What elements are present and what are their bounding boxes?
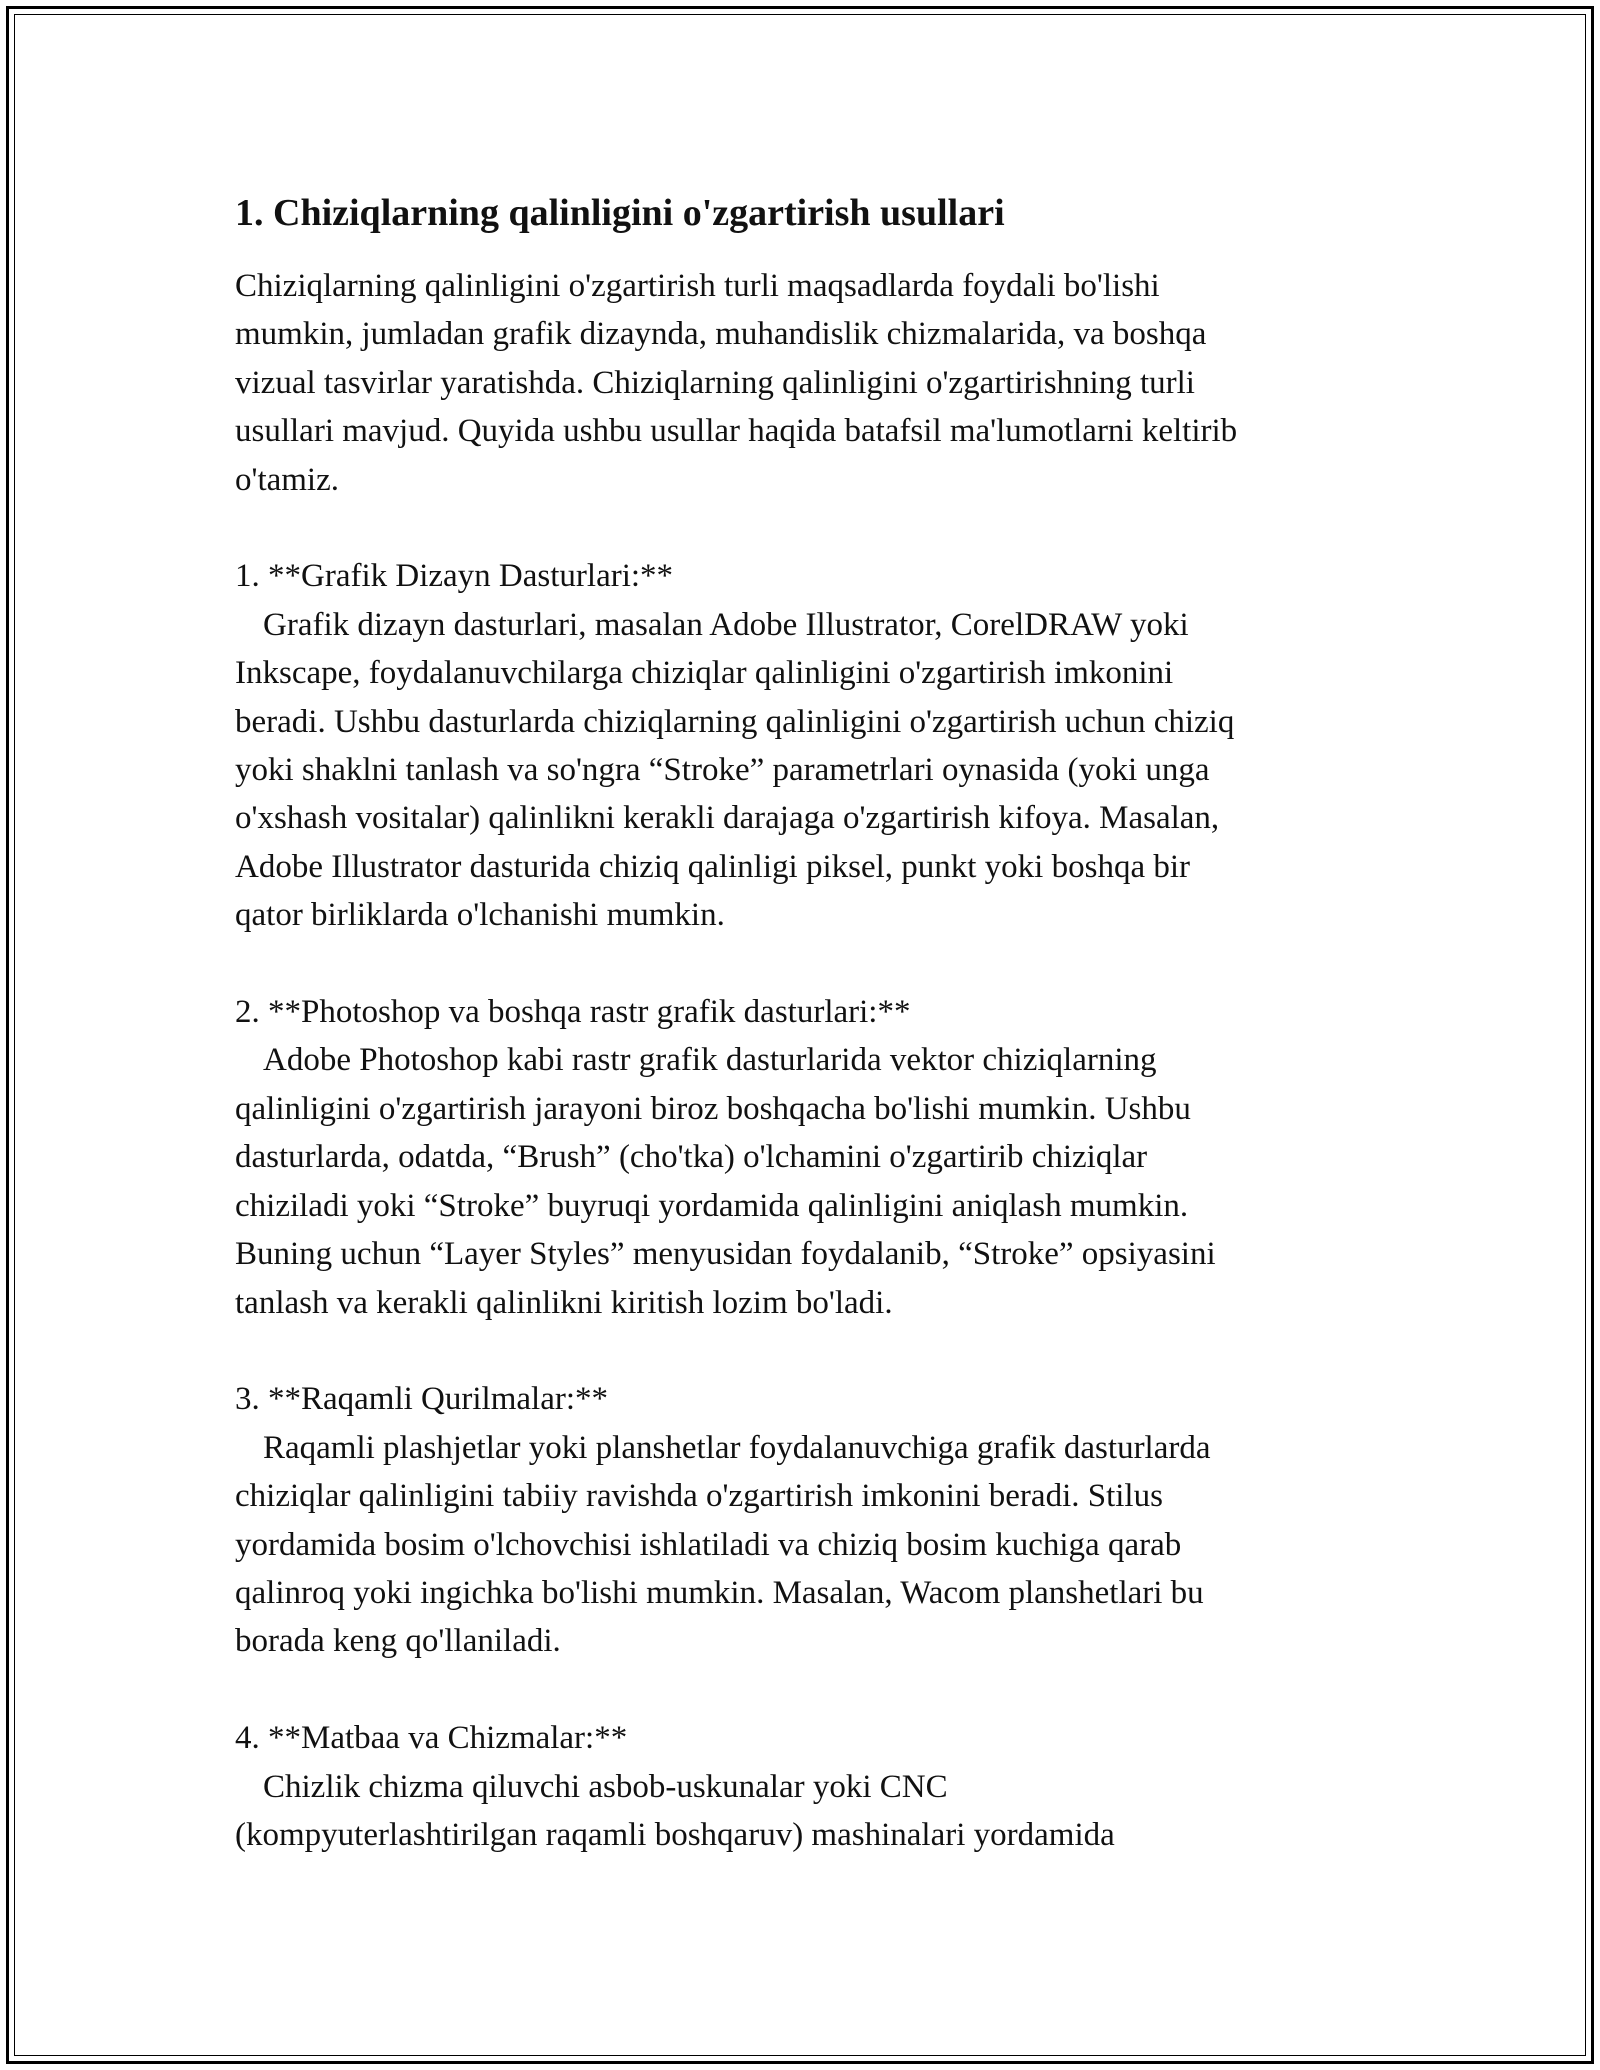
section-line: Adobe Illustrator dasturida chiziq qalinligi piksel, punkt yoki boshqa bir xyxy=(235,848,1191,885)
section-line: tanlash va kerakli qalinlikni kiritish lozim bo'ladi. xyxy=(235,1284,893,1321)
paragraph-gap xyxy=(235,1327,1375,1375)
intro-line: vizual tasvirlar yaratishda. Chiziqlarning qalinligini o'zgartirishning turli xyxy=(235,364,1195,401)
section-photoshop xyxy=(235,988,1375,1327)
section-line: o'xshash vositalar) qalinlikni kerakli darajaga o'zgartirish kifoya. Masalan, xyxy=(235,800,1220,837)
section-line: Buning uchun “Layer Styles” menyusidan foydalanib, “Stroke” opsiyasini xyxy=(235,1236,1216,1273)
section-heading: 2. **Photoshop va boshqa rastr grafik dasturlari:** xyxy=(235,994,911,1031)
section-line: borada keng qo'llaniladi. xyxy=(235,1623,561,1660)
section-line: Inkscape, foydalanuvchilarga chiziqlar qalinligini o'zgartirish imkonini xyxy=(235,655,1174,692)
section-line: beradi. Ushbu dasturlarda chiziqlarning qalinligini o'zgartirish uchun chiziq xyxy=(235,703,1235,740)
paragraph-gap xyxy=(235,1666,1375,1714)
section-line: (kompyuterlashtirilgan raqamli boshqaruv) mashinalari yordamida xyxy=(235,1816,1115,1853)
section-line: Adobe Photoshop kabi rastr grafik dasturlarida vektor chiziqlarning xyxy=(263,1042,1157,1079)
section-line: qator birliklarda o'lchanishi mumkin. xyxy=(235,897,725,934)
section-line: Grafik dizayn dasturlari, masalan Adobe Illustrator, CorelDRAW yoki xyxy=(263,606,1189,643)
section-line: chiziqlar qalinligini tabiiy ravishda o'zgartirish imkonini beradi. Stilus xyxy=(235,1478,1163,1515)
section-line: chiziladi yoki “Stroke” buyruqi yordamida qalinligini aniqlash mumkin. xyxy=(235,1187,1189,1224)
section-line: yoki shaklni tanlash va so'ngra “Stroke” parametrlari oynasida (yoki unga xyxy=(235,752,1210,789)
section-heading: 4. **Matbaa va Chizmalar:** xyxy=(235,1720,628,1757)
section-matbaa xyxy=(235,1714,1375,1859)
intro-line: Chiziqlarning qalinligini o'zgartirish turli maqsadlarda foydali bo'lishi xyxy=(235,268,1160,304)
document-title: 1. Chiziqlarning qalinligini o'zgartirish usullari xyxy=(235,192,1005,234)
section-line: Raqamli plashjetlar yoki planshetlar foydalanuvchiga grafik dasturlarda xyxy=(263,1429,1211,1466)
document-body xyxy=(235,188,1375,1859)
section-line: yordamida bosim o'lchovchisi ishlatiladi va chiziq bosim kuchiga qarab xyxy=(235,1526,1182,1563)
section-line: qalinligini o'zgartirish jarayoni biroz boshqacha bo'lishi mumkin. Ushbu xyxy=(235,1090,1191,1127)
section-line: dasturlarda, odatda, “Brush” (cho'tka) o'lchamini o'zgartirib chiziqlar xyxy=(235,1139,1148,1176)
section-heading: 1. **Grafik Dizayn Dasturlari:** xyxy=(235,558,674,595)
section-grafik-dizayn xyxy=(235,552,1375,939)
section-raqamli-qurilmalar xyxy=(235,1375,1375,1665)
intro-line: mumkin, jumladan grafik dizaynda, muhandislik chizmalarida, va boshqa xyxy=(235,316,1207,353)
paragraph-gap xyxy=(235,504,1375,552)
paragraph-gap xyxy=(235,940,1375,988)
intro-line: o'tamiz. xyxy=(235,461,339,498)
section-line: qalinroq yoki ingichka bo'lishi mumkin. Masalan, Wacom planshetlari bu xyxy=(235,1574,1204,1611)
section-heading: 3. **Raqamli Qurilmalar:** xyxy=(235,1381,609,1418)
intro-line: usullari mavjud. Quyida ushbu usullar haqida batafsil ma'lumotlarni keltirib xyxy=(235,413,1238,450)
section-line: Chizlik chizma qiluvchi asbob-uskunalar yoki CNC xyxy=(263,1768,948,1805)
intro-paragraph xyxy=(235,262,1375,504)
